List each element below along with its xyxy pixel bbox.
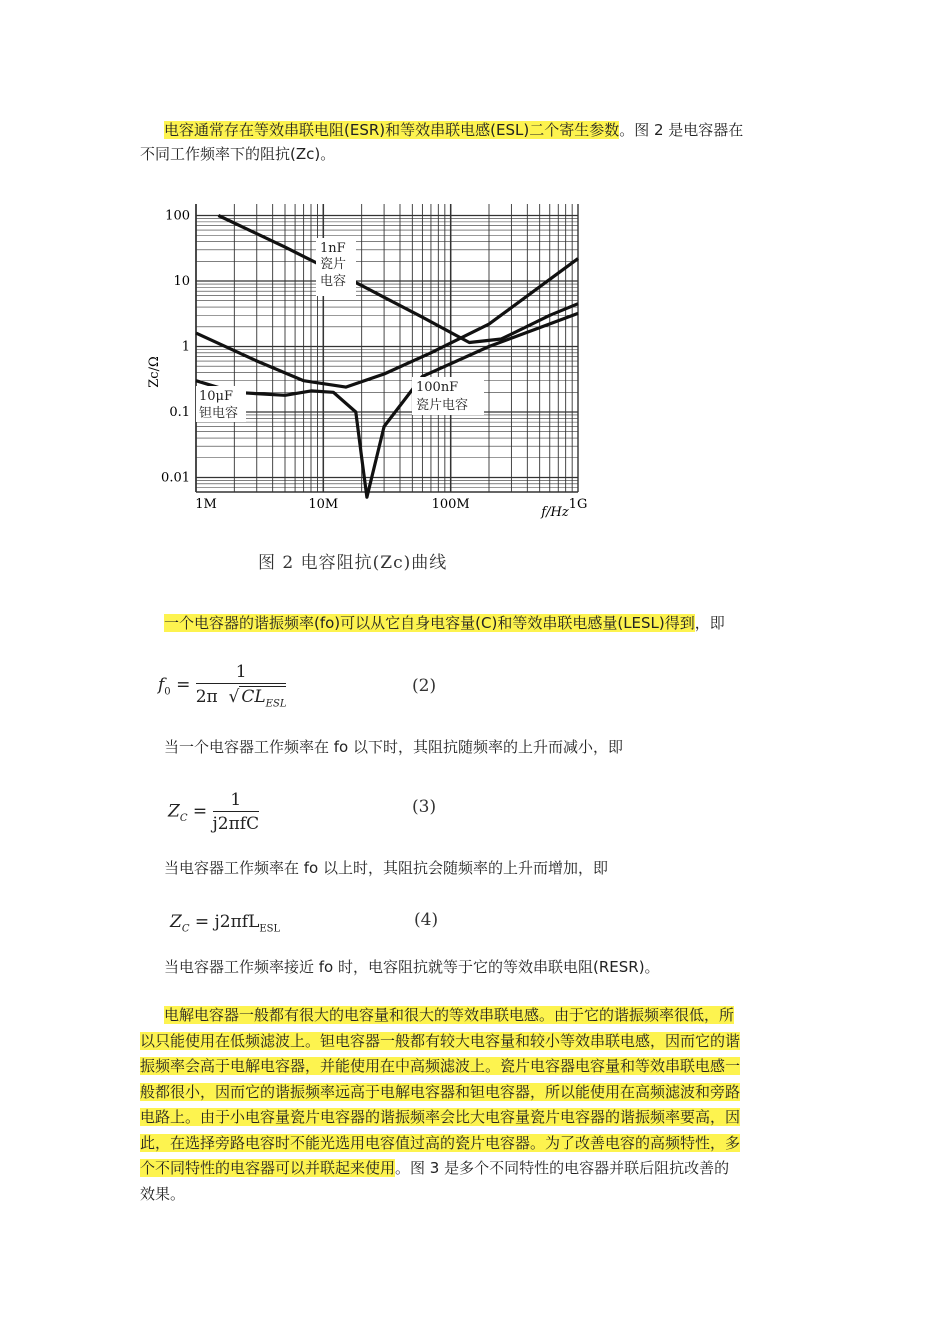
highlighted-text: 般都很小，因而它的谐振频率远高于电解电容器和钽电容器，所以能使用在高频滤波和旁路 — [140, 1082, 741, 1101]
label-1nf-line2: 瓷片 — [320, 257, 347, 272]
highlighted-text: 电解电容器一般都有很大的电容量和很大的等效串联电感。由于它的谐振频率很低，所 — [164, 1006, 735, 1024]
equation-3-number: (3) — [412, 797, 437, 817]
highlighted-text: 电容通常存在等效串联电阻(ESR)和等效串联电感(ESL)二个寄生参数 — [164, 121, 620, 139]
series-line-2 — [196, 259, 578, 388]
y-tick-labels — [161, 209, 190, 486]
below-resonance-line: 当一个电容器工作频率在 fo 以下时，其阻抗随频率的上升而减小，即 — [164, 738, 623, 756]
highlighted-text: 个不同特性的电容器可以并联起来使用 — [140, 1159, 396, 1177]
highlighted-text: 一个电容器的谐振频率(fo)可以从它自身电容量(C)和等效串联电感量(LESL)得到 — [164, 614, 695, 632]
highlighted-text: 以只能使用在低频滤波上。钽电容器一般都有较大电容量和较小等效串联电感，因而它的谐 — [140, 1031, 741, 1050]
y-tick-label: 1 — [181, 339, 190, 355]
chart-grid — [196, 204, 578, 492]
equation-2-number: (2) — [412, 676, 437, 696]
x-tick-label: 1G — [568, 497, 588, 512]
resonance-paragraph: 一个电容器的谐振频率(fo)可以从它自身电容量(C)和等效串联电感量(LESL)得到，即 — [164, 614, 725, 632]
label-100nf-line2: 瓷片电容 — [416, 398, 469, 413]
x-tick-labels — [195, 497, 587, 512]
intro-paragraph: 电容通常存在等效串联电阻(ESR)和等效串联电感(ESL)二个寄生参数。图 2 是电容器在 不同工作频率下的阻抗(Zc)。 — [140, 121, 744, 163]
x-tick-label: 100M — [431, 497, 470, 512]
x-tick-label: 1M — [195, 497, 217, 512]
highlighted-text: 此，在选择旁路电容时不能光选用电容值过高的瓷片电容器。为了改善电容的高频特性，多 — [140, 1133, 741, 1152]
y-axis-label: Zc/Ω — [147, 356, 162, 388]
x-axis-label: f/Hz — [541, 505, 569, 520]
y-tick-label: 100 — [165, 208, 190, 224]
x-tick-label: 10M — [308, 497, 339, 512]
equation-2: $f_0$ = $\frac{1}{2\pi √ CL_{ESL}}$ — [158, 662, 287, 710]
series-line-3 — [196, 313, 578, 497]
y-tick-label: 10 — [173, 274, 190, 290]
equation-4: $Z_C = j2\pi fL_{ESL}$ — [170, 912, 281, 935]
equation-3: $Z_C$ = $\frac{1}{\text{j2πfC}}$ — [168, 790, 260, 834]
label-100nf-line1: 100nF — [416, 380, 459, 395]
figure-caption: 图 2 电容阻抗(Zc)曲线 — [258, 553, 448, 573]
label-10uf-line1: 10μF — [199, 389, 234, 404]
above-resonance-line: 当电容器工作频率在 fo 以上时，其阻抗会随频率的上升而增加，即 — [164, 859, 608, 877]
near-resonance-line: 当电容器工作频率接近 fo 时，电容阻抗就等于它的等效串联电阻(RESR)。 — [164, 958, 660, 976]
y-tick-label: 0.01 — [161, 470, 190, 486]
impedance-chart — [147, 192, 600, 532]
label-1nf-line3: 电容 — [320, 274, 347, 289]
equation-4-number: (4) — [414, 910, 439, 930]
label-10uf-line2: 钽电容 — [199, 406, 239, 421]
highlighted-text: 电路上。由于小电容量瓷片电容器的谐振频率会比大电容量瓷片电容器的谐振频率要高，因 — [140, 1108, 741, 1126]
label-1nf-line1: 1nF — [320, 241, 346, 256]
capacitor-types-paragraph: 电解电容器一般都有很大的电容量和很大的等效串联电感。由于它的谐振频率很低，所 以只能使用在低频滤波上。钽电容器一般都有较大电容量和较小等效串联电感，因而它的谐 振频率会高于电解电容器，并能使用在中高频滤波上。瓷片电容器电容量和等效串联电感一 般都很小，因而它的谐振频率远高于电解电容器和钽电容器，所以能使用在高频滤波和旁路 电路上。由于小电容量瓷片电容器的谐振频率会比大电容量瓷片电容器的谐振频率要高，因 此，在选择旁路电容时不能光选用电容值过高的瓷片电容器。为了改善电容的高频特性，多 个不同特性的电容器可以并联起来使用。图 3 是多个不同特性的电容器并联后阻抗改善的 效果。 — [140, 1006, 741, 1203]
y-tick-label: 0.1 — [169, 404, 190, 420]
highlighted-text: 振频率会高于电解电容器，并能使用在中高频滤波上。瓷片电容器电容量和等效串联电感一 — [140, 1057, 741, 1075]
